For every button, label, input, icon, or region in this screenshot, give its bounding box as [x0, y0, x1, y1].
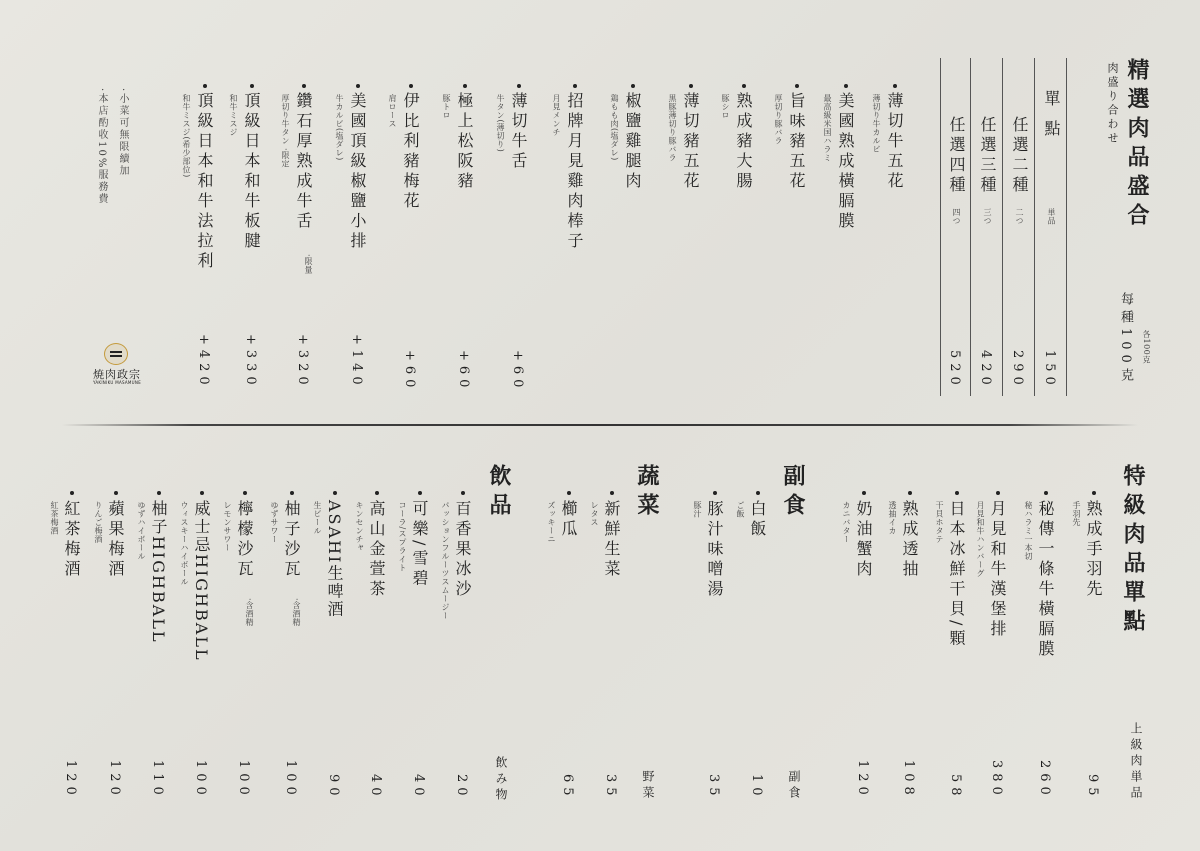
bullet-dot: [862, 491, 866, 495]
drink-item-name: 柚子HIGHBALL: [149, 500, 168, 644]
side-item-price: 35: [706, 774, 721, 801]
bullet-dot: [250, 84, 254, 88]
meat-item-price: +60: [510, 350, 525, 393]
bullet-dot: [567, 491, 571, 495]
meat-item-sub: 最高級米国ハラミ: [823, 94, 832, 162]
bullet-dot: [713, 491, 717, 495]
special-side-label: 上級肉単品: [1129, 722, 1143, 802]
drink-item-price: 120: [63, 760, 78, 800]
bullet-dot: [409, 84, 413, 88]
meat-item-price: +140: [349, 334, 364, 390]
drink-item-sub: ゆずサワー: [270, 501, 279, 544]
special-item-sub: 秘ハラミ一本切: [1024, 501, 1033, 561]
bullet-dot: [795, 84, 799, 88]
meat-item-name: 薄切牛五花: [885, 92, 904, 192]
bullet-dot: [573, 84, 577, 88]
logo-text-en: YAKINIKU MASAMUNE: [92, 380, 142, 385]
meat-item-name: 美國熟成橫膈膜: [836, 92, 855, 232]
meat-item-sub: 和牛ミスジ: [229, 94, 238, 137]
meat-item-price: +330: [243, 334, 258, 390]
veg-item-price: 65: [560, 774, 575, 801]
option-three-sub: 三つ: [983, 208, 992, 225]
special-title: 特級肉品單點: [1120, 464, 1146, 638]
column-rule: [1066, 58, 1067, 396]
drink-item-name: 百香果冰沙: [453, 500, 472, 600]
drink-item-price: 100: [236, 760, 251, 800]
side-title: 副食: [780, 464, 806, 522]
drink-item-price: 100: [283, 760, 298, 800]
special-item-sub: 手羽先: [1072, 501, 1081, 527]
meat-item-price: +420: [196, 334, 211, 390]
drink-item-sub: キンセンチャ: [355, 501, 364, 552]
note-service-charge: ·本店酌收10%服務費: [96, 88, 107, 206]
combo-unit-sub: 各100克: [1142, 330, 1151, 364]
special-item-sub: 干貝ホタテ: [935, 501, 944, 544]
bullet-dot: [463, 84, 467, 88]
option-two: 任選二種: [1010, 116, 1029, 196]
meat-item-name: 旨味豬五花: [787, 92, 806, 192]
meat-item-sub: 和牛ミスジ(希少部位): [182, 94, 191, 178]
drink-item-sub: ウィスキーハイボール: [180, 501, 189, 586]
bullet-dot: [610, 491, 614, 495]
bullet-dot: [756, 491, 760, 495]
meat-item-price: +60: [402, 350, 417, 393]
combo-unit: 每種100克: [1118, 292, 1133, 386]
drink-item-sub: 紅茶梅酒: [50, 501, 59, 535]
drink-item-name: 紅茶梅酒: [62, 500, 81, 580]
drink-item-name: 高山金萱茶: [367, 500, 386, 600]
note-refill: ·小菜可無限續加: [117, 88, 128, 178]
veg-title: 蔬菜: [634, 464, 660, 522]
bullet-dot: [1044, 491, 1048, 495]
bullet-dot: [70, 491, 74, 495]
drinks-side-label: 飲み物: [494, 756, 508, 804]
veg-item-price: 35: [603, 774, 618, 801]
meat-item-sub: 黒豚薄切り豚バラ: [668, 94, 677, 162]
meat-item-name: 極上松阪豬: [455, 92, 474, 192]
meat-item-name: 頂級日本和牛板腱: [242, 92, 261, 252]
meat-item-name: 招牌月見雞肉棒子: [565, 92, 584, 252]
option-single-sub: 単品: [1047, 208, 1056, 225]
drink-item-sub: 生ビール: [313, 501, 322, 535]
drink-item-name: 柚子沙瓦: [282, 500, 301, 580]
meat-item-sub: 厚切り牛タン ·限定: [281, 94, 290, 169]
meat-item-name: 熟成豬大腸: [734, 92, 753, 192]
meat-item-name: 美國頂級椒鹽小排: [348, 92, 367, 252]
drink-item-price: 40: [368, 774, 383, 801]
side-item-name: 豚汁味噌湯: [705, 500, 724, 600]
meat-item-name: 薄切牛舌: [509, 92, 528, 172]
drink-item-name: 檸檬沙瓦: [235, 500, 254, 580]
bullet-dot: [844, 84, 848, 88]
option-four-sub: 四つ: [952, 208, 961, 225]
drink-item-name: ASAHI生啤酒: [325, 500, 344, 619]
bullet-dot: [114, 491, 118, 495]
option-four: 任選四種: [947, 116, 966, 196]
drink-item-name: 可樂/雪碧: [410, 500, 429, 590]
drink-item-sub: ゆずハイボール: [137, 501, 146, 561]
drink-item-price: 90: [326, 774, 341, 801]
combo-title: 精選肉品盛合: [1124, 58, 1150, 232]
bullet-dot: [996, 491, 1000, 495]
column-rule: [970, 58, 971, 396]
combo-subtitle: 肉盛り合わせ: [1106, 62, 1119, 146]
logo-emblem-icon: [104, 343, 128, 365]
bullet-dot: [290, 491, 294, 495]
drink-item-sub: パッションフルーツスムージー: [441, 501, 450, 620]
drink-item-price: 100: [193, 760, 208, 800]
bullet-dot: [689, 84, 693, 88]
bullet-dot: [908, 491, 912, 495]
bullet-dot: [418, 491, 422, 495]
meat-item-sub: 牛カルビ(塩ダレ): [335, 94, 344, 161]
bullet-dot: [243, 491, 247, 495]
column-rule: [1002, 58, 1003, 396]
veg-side-label: 野菜: [641, 770, 655, 802]
bullet-dot: [955, 491, 959, 495]
special-item-name: 熟成透抽: [900, 500, 919, 580]
side-side-label: 副食: [787, 770, 801, 802]
special-item-sub: 月見和牛ハンバーグ: [976, 501, 985, 578]
drink-item-price: 110: [150, 760, 165, 800]
bullet-dot: [302, 84, 306, 88]
special-item-name: 奶油蟹肉: [854, 500, 873, 580]
bullet-dot: [375, 491, 379, 495]
meat-item-price: +60: [456, 350, 471, 393]
bullet-dot: [742, 84, 746, 88]
veg-item-sub: ズッキーニ: [547, 501, 556, 544]
option-three: 任選三種: [978, 116, 997, 196]
drink-item-note: ·含酒精: [245, 598, 254, 627]
special-item-sub: 透抽イカ: [888, 501, 897, 535]
special-item-price: 260: [1037, 760, 1052, 800]
bullet-dot: [1092, 491, 1096, 495]
meat-item-sub: 薄切り牛カルビ: [872, 94, 881, 154]
option-four-price: 520: [947, 350, 962, 390]
drink-item-sub: りんご梅酒: [94, 501, 103, 544]
drink-item-price: 120: [107, 760, 122, 800]
bullet-dot: [356, 84, 360, 88]
meat-item-name: 薄切豬五花: [681, 92, 700, 192]
section-divider: [62, 424, 1138, 426]
option-single: 單點: [1042, 90, 1061, 150]
meat-item-sub: 鶏もも肉(塩ダレ): [610, 94, 619, 161]
veg-item-name: 櫛瓜: [559, 500, 578, 540]
option-single-price: 150: [1042, 350, 1057, 390]
special-item-sub: カニバター: [842, 501, 851, 544]
meat-item-name: 鑽石厚熟成牛舌: [294, 92, 313, 232]
column-rule: [940, 58, 941, 396]
meat-item-sub: 牛タン(薄切り): [496, 94, 505, 153]
meat-item-price: +320: [295, 334, 310, 390]
side-item-sub: ご飯: [736, 501, 745, 518]
drink-item-price: 20: [454, 774, 469, 801]
meat-item-name: 椒鹽雞腿肉: [623, 92, 642, 192]
meat-item-note: ·限量: [304, 254, 313, 275]
special-item-price: 58: [948, 774, 963, 801]
drink-item-sub: レモンサワー: [223, 501, 232, 552]
bullet-dot: [631, 84, 635, 88]
meat-item-sub: 肩ロース: [388, 94, 397, 128]
column-rule: [1034, 58, 1035, 396]
meat-item-sub: 豚シロ: [721, 94, 730, 120]
bullet-dot: [517, 84, 521, 88]
bullet-dot: [200, 491, 204, 495]
logo-text: 焼肉政宗: [93, 368, 141, 381]
bullet-dot: [157, 491, 161, 495]
side-item-price: 10: [749, 774, 764, 801]
bullet-dot: [893, 84, 897, 88]
meat-item-sub: 厚切り豚バラ: [774, 94, 783, 145]
drink-item-sub: コーラ/スプライト: [398, 501, 407, 573]
drink-item-price: 40: [411, 774, 426, 801]
drinks-title: 飲品: [486, 464, 512, 522]
option-three-price: 420: [978, 350, 993, 390]
meat-item-name: 伊比利豬梅花: [401, 92, 420, 212]
special-item-name: 秘傳一條牛橫膈膜: [1036, 500, 1055, 660]
meat-item-sub: 豚トロ: [442, 94, 451, 120]
side-item-sub: 豚汁: [693, 501, 702, 518]
drink-item-note: ·含酒精: [292, 598, 301, 627]
brand-logo: [84, 343, 150, 383]
drink-item-name: 威士忌HIGHBALL: [192, 500, 211, 662]
bullet-dot: [461, 491, 465, 495]
veg-item-sub: レタス: [590, 501, 599, 527]
special-item-name: 月見和牛漢堡排: [988, 500, 1007, 640]
option-two-price: 290: [1010, 350, 1025, 390]
bullet-dot: [203, 84, 207, 88]
side-item-name: 白飯: [748, 500, 767, 540]
veg-item-name: 新鮮生菜: [602, 500, 621, 580]
special-item-price: 120: [855, 760, 870, 800]
special-item-price: 95: [1085, 774, 1100, 801]
special-item-name: 熟成手羽先: [1084, 500, 1103, 600]
special-item-price: 380: [989, 760, 1004, 800]
bullet-dot: [333, 491, 337, 495]
special-item-name: 日本冰鮮干貝/顆: [947, 500, 966, 650]
special-item-price: 108: [901, 760, 916, 800]
option-two-sub: 二つ: [1015, 208, 1024, 225]
meat-item-sub: 月見メンチ: [552, 94, 561, 137]
meat-item-name: 頂級日本和牛法拉利: [195, 92, 214, 272]
drink-item-name: 蘋果梅酒: [106, 500, 125, 580]
